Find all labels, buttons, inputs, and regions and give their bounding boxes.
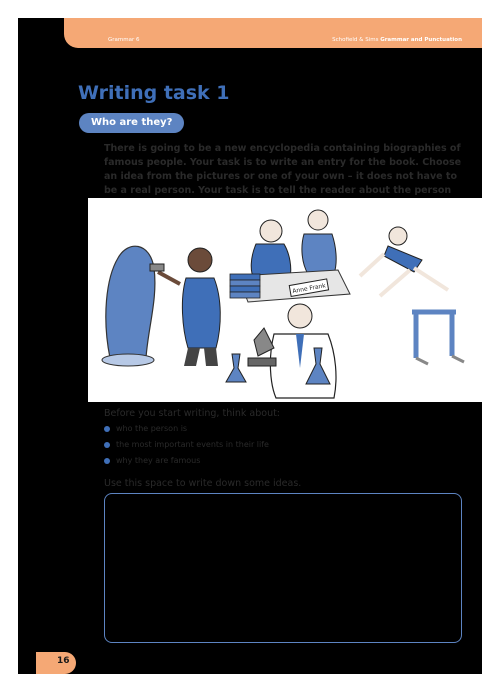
scientist-scene	[226, 304, 336, 398]
hurdler-scene	[360, 227, 464, 364]
list-item-text: who the person is	[116, 424, 188, 433]
book-sign-text: Anne Frank	[291, 282, 327, 296]
header-publisher	[332, 37, 462, 43]
ideas-label: Use this space to write down some ideas.	[104, 478, 302, 489]
page-number-tab	[36, 652, 76, 674]
list-item-text: the most important events in their life	[116, 440, 269, 449]
illustration-panel	[88, 198, 486, 402]
header-bar	[64, 18, 482, 48]
header-publisher-name: Schofield & Sims	[332, 37, 379, 43]
think-list	[104, 424, 269, 472]
worksheet-page	[18, 18, 482, 674]
page-number: 16	[57, 656, 70, 666]
sculptor-scene	[102, 246, 220, 366]
section-pill: Who are they?	[79, 113, 184, 133]
think-heading: Before you start writing, think about:	[104, 408, 281, 419]
bullet-dot-icon	[104, 426, 110, 432]
list-item-text: why they are famous	[116, 456, 201, 465]
header-series-title: Grammar and Punctuation	[380, 37, 462, 43]
historians-scene	[230, 210, 350, 302]
list-item	[104, 456, 269, 472]
page-title: Writing task 1	[78, 82, 230, 104]
illustration-svg	[88, 198, 486, 402]
bullet-dot-icon	[104, 458, 110, 464]
ideas-writing-box[interactable]	[104, 493, 462, 643]
header-book-title: Grammar 6	[108, 37, 140, 43]
intro-paragraph: There is going to be a new encyclopedia containing biographies of famous people. Your task is to write an entry for the book. Choose an idea from the pictures or one of your own – it does not have to be a real person. Your task is to tell the reader about the person	[104, 143, 462, 196]
list-item	[104, 424, 269, 440]
list-item	[104, 440, 269, 456]
bullet-dot-icon	[104, 442, 110, 448]
